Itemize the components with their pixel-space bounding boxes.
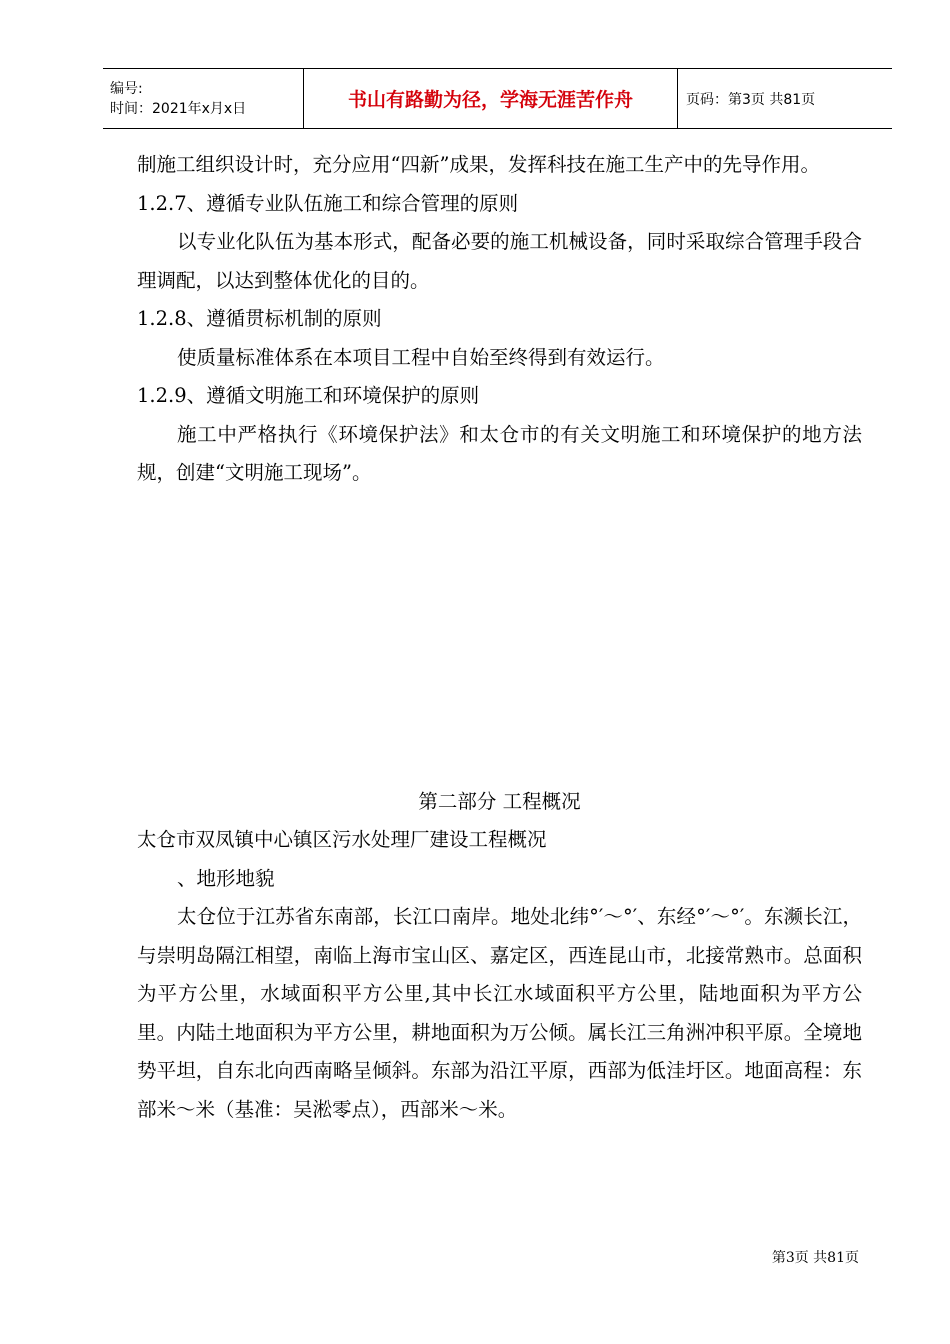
- document-body: [137, 146, 862, 1129]
- paragraph: 使质量标准体系在本项目工程中自始至终得到有效运行。: [177, 345, 665, 369]
- page-footer: 第3页 共81页: [771, 1250, 859, 1266]
- section-heading-1-2-7: 1.2.7、遵循专业队伍施工和综合管理的原则: [137, 191, 519, 215]
- section-heading-1-2-9: 1.2.9、遵循文明施工和环境保护的原则: [137, 384, 480, 407]
- header-page-number: 页码：第3页 共81页: [686, 91, 816, 108]
- document-time-label: 时间：2021年x月x日: [110, 100, 247, 117]
- header-info: [103, 69, 303, 128]
- project-title: 太仓市双凤镇中心镇区污水处理厂建设工程概况: [137, 828, 547, 851]
- paragraph: 施工中严格执行《环境保护法》和太仓市的有关文明施工和环境保护的地方法规，创建“文明施工现场”。: [137, 422, 862, 484]
- page-header: [103, 68, 892, 129]
- paragraph: 太仓位于江苏省东南部，长江口南岸。地处北纬°′～°′、东经°′～°′。东濒长江，与崇明岛隔江相望，南临上海市宝山区、嘉定区，西连昆山市，北接常熟市。总面积为平方公里，水域面积平方公里,其中长江水域面积平方公里，陆地面积为平方公里。内陆土地面积为平方公里，耕地面积为万公倾。属长江三角洲冲积平原。全境地势平坦，自东北向西南略呈倾斜。东部为沿江平原，西部为低洼圩区。地面高程：东部米～米（基准：吴淞零点），西部米～米。: [137, 905, 862, 1121]
- blank-space: [137, 493, 862, 783]
- header-motto: 书山有路勤为径，学海无涯苦作舟: [303, 69, 678, 128]
- document-number-label: 编号:: [110, 80, 143, 97]
- subsection-title: 、地形地貌: [177, 866, 275, 890]
- part-title: 第二部分 工程概况: [418, 789, 581, 813]
- paragraph: 以专业化队伍为基本形式，配备必要的施工机械设备，同时采取综合管理手段合理调配，以达到整体优化的目的。: [137, 230, 862, 292]
- section-heading-1-2-8: 1.2.8、遵循贯标机制的原则: [137, 307, 382, 330]
- paragraph: 制施工组织设计时，充分应用“四新”成果，发挥科技在施工生产中的先导作用。: [137, 153, 820, 176]
